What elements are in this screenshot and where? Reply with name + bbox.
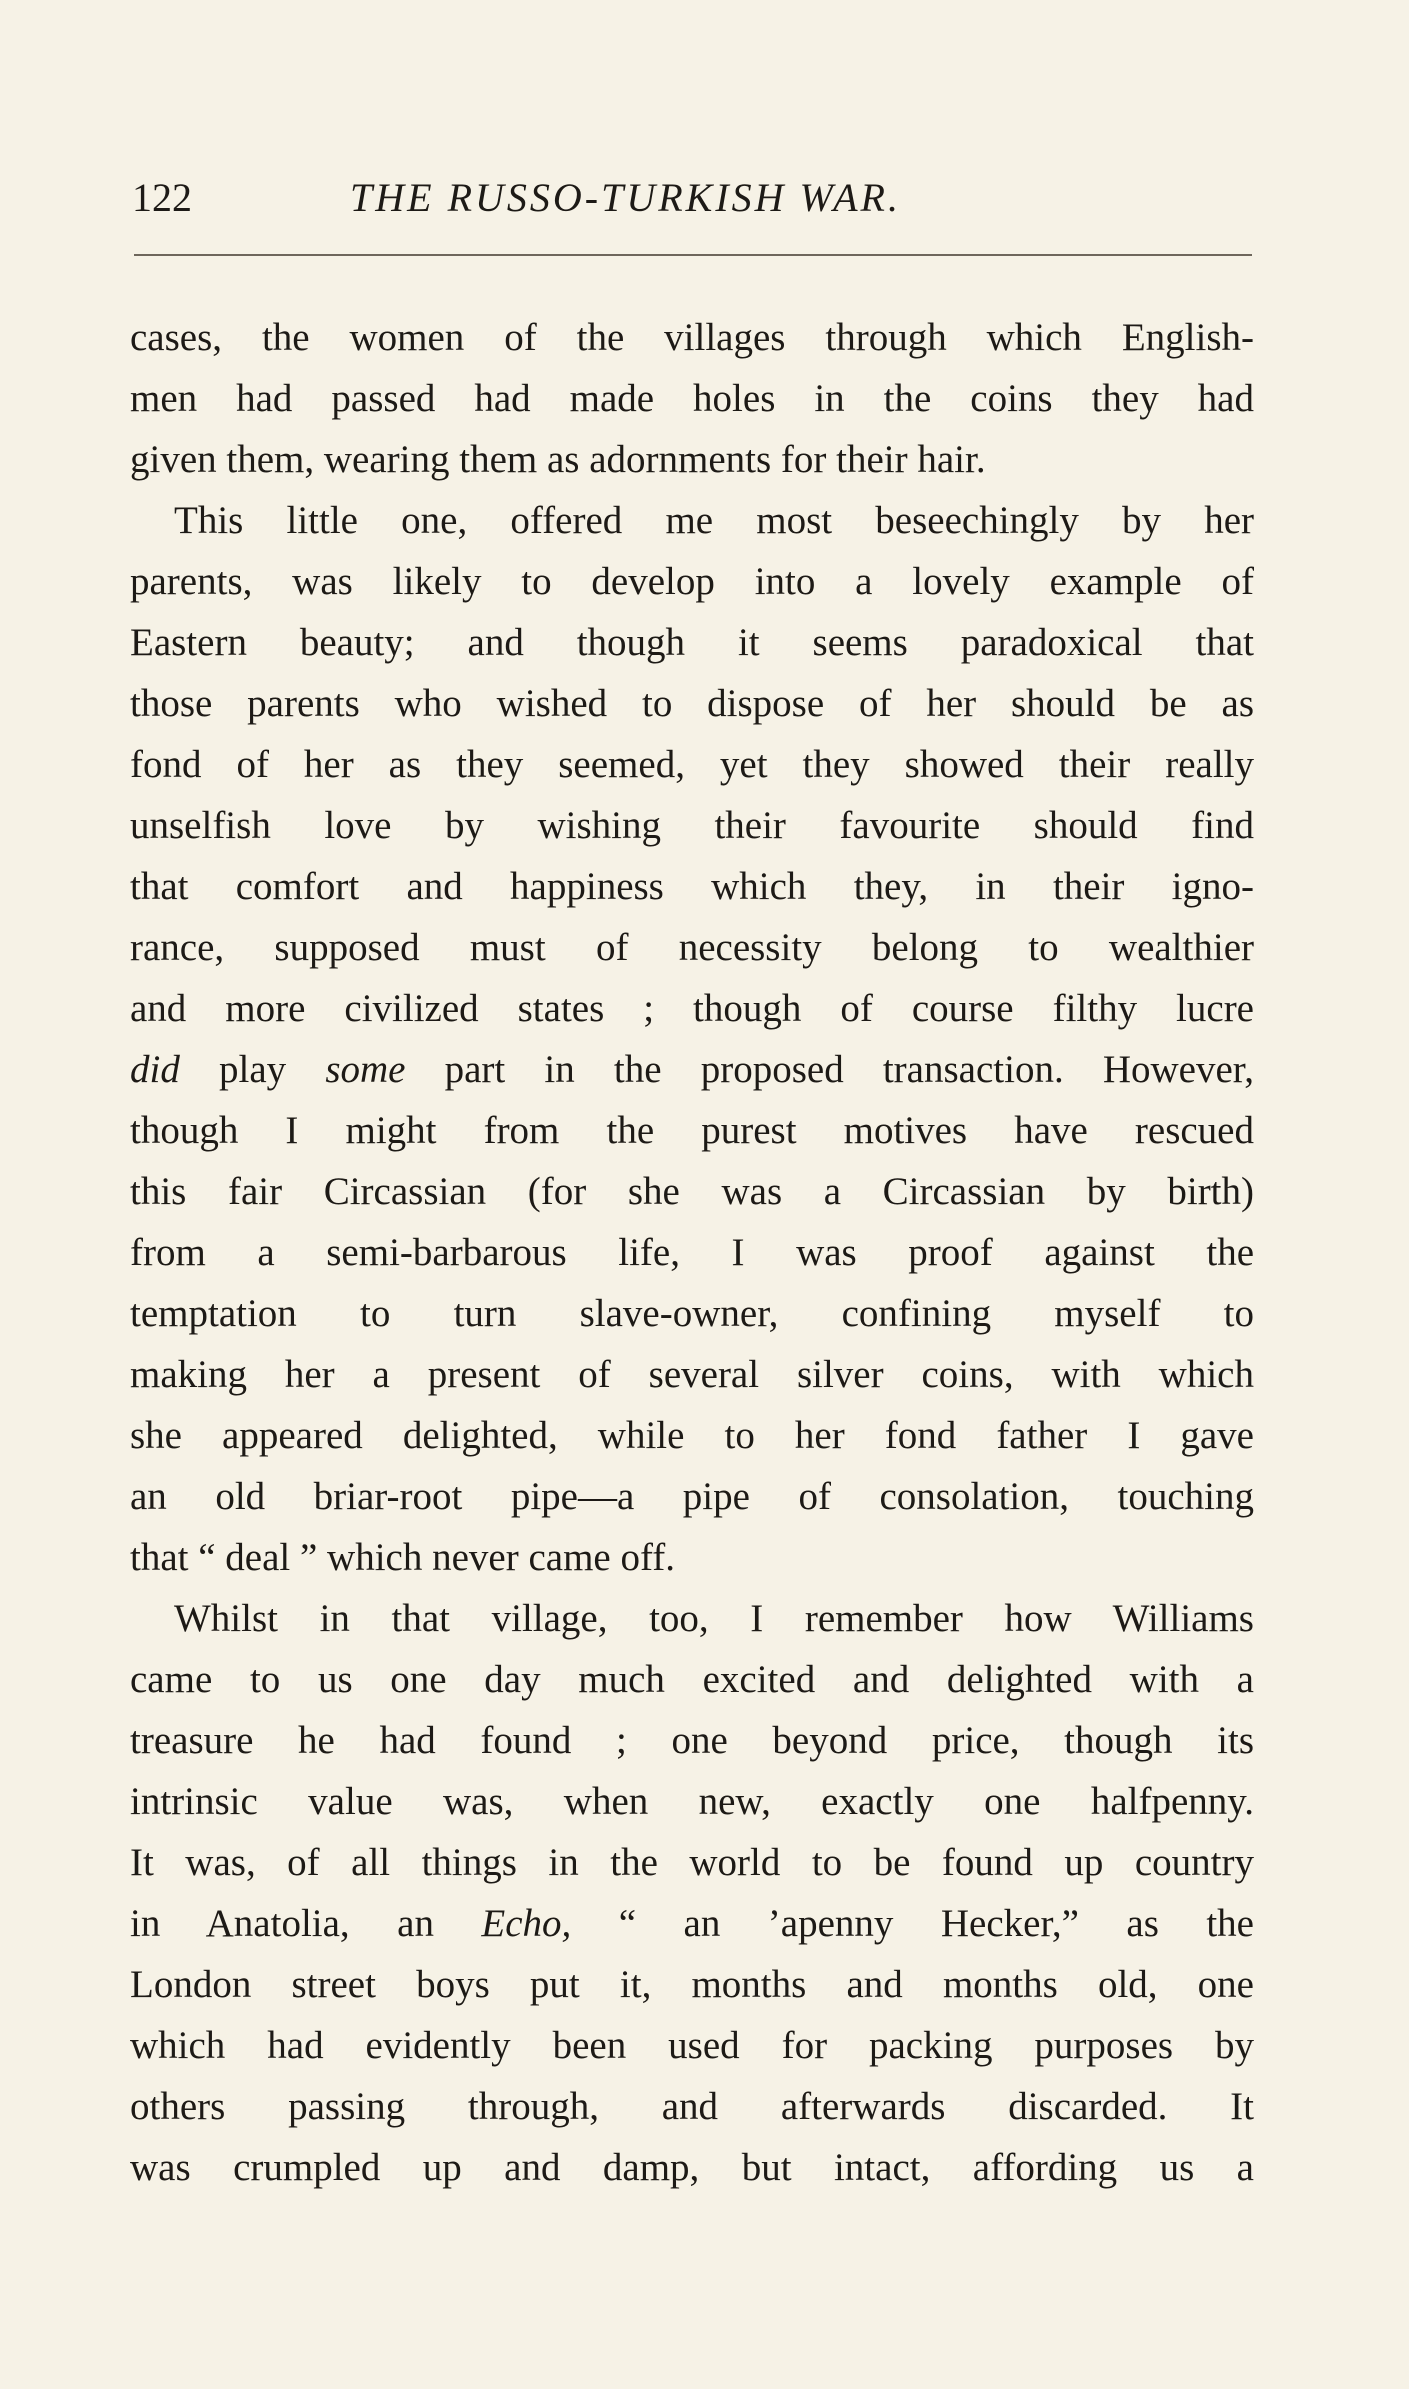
text-line: that “ deal ” which never came off. bbox=[130, 1536, 676, 1579]
running-head bbox=[132, 168, 1252, 228]
text-line: temptation to turn slave-owner, confining myself to bbox=[130, 1292, 1254, 1335]
italic-word-echo: Echo, bbox=[481, 1902, 572, 1945]
text-segment: in Anatolia, an bbox=[130, 1902, 482, 1945]
text-line: an old briar-root pipe—a pipe of consolation, touching bbox=[130, 1475, 1254, 1518]
text-line: she appeared delighted, while to her fond father I gave bbox=[130, 1414, 1254, 1457]
text-line: fond of her as they seemed, yet they showed their really bbox=[130, 743, 1254, 786]
text-line: which had evidently been used for packing purposes by bbox=[130, 2024, 1254, 2067]
text-line: that comfort and happiness which they, in their igno- bbox=[130, 865, 1254, 908]
text-line: though I might from the purest motives have rescued bbox=[130, 1109, 1254, 1152]
text-line-with-italics bbox=[130, 1893, 1254, 1954]
text-segment: “ an ’apenny Hecker,” as the bbox=[571, 1902, 1254, 1945]
paragraph-first-line: This little one, offered me most beseechingly by her bbox=[174, 499, 1254, 542]
text-line: cases, the women of the villages through which English- bbox=[130, 316, 1254, 359]
body-text bbox=[130, 307, 1254, 2198]
italic-word-some: some bbox=[325, 1048, 406, 1091]
text-segment: play bbox=[179, 1048, 326, 1091]
text-line: Eastern beauty; and though it seems paradoxical that bbox=[130, 621, 1254, 664]
text-line: given them, wearing them as adornments for their hair. bbox=[130, 438, 986, 481]
text-line: It was, of all things in the world to be found up country bbox=[130, 1841, 1254, 1884]
text-line-with-italics bbox=[130, 1039, 1254, 1100]
page-number: 122 bbox=[132, 175, 192, 220]
text-line: others passing through, and afterwards discarded. It bbox=[130, 2085, 1254, 2128]
text-line: London street boys put it, months and months old, one bbox=[130, 1963, 1254, 2006]
text-line: parents, was likely to develop into a lovely example of bbox=[130, 560, 1254, 603]
text-line: and more civilized states ; though of course filthy lucre bbox=[130, 987, 1254, 1030]
text-line: men had passed had made holes in the coins they had bbox=[130, 377, 1254, 420]
text-line: those parents who wished to dispose of her should be as bbox=[130, 682, 1254, 725]
italic-word-did: did bbox=[130, 1048, 180, 1091]
text-line: was crumpled up and damp, but intact, affording us a bbox=[130, 2146, 1254, 2189]
text-line: intrinsic value was, when new, exactly one halfpenny. bbox=[130, 1780, 1254, 1823]
text-line: rance, supposed must of necessity belong to wealthier bbox=[130, 926, 1254, 969]
text-line: unselfish love by wishing their favourite should find bbox=[130, 804, 1254, 847]
header-rule bbox=[134, 254, 1252, 256]
text-segment: part in the proposed transaction. However, bbox=[405, 1048, 1254, 1091]
running-title: THE RUSSO-TURKISH WAR. bbox=[350, 175, 901, 220]
text-line: this fair Circassian (for she was a Circassian by birth) bbox=[130, 1170, 1254, 1213]
text-line: from a semi-barbarous life, I was proof against the bbox=[130, 1231, 1254, 1274]
text-line: making her a present of several silver coins, with which bbox=[130, 1353, 1254, 1396]
text-line: came to us one day much excited and delighted with a bbox=[130, 1658, 1254, 1701]
paragraph-first-line: Whilst in that village, too, I remember how Williams bbox=[174, 1597, 1254, 1640]
text-line: treasure he had found ; one beyond price, though its bbox=[130, 1719, 1254, 1762]
